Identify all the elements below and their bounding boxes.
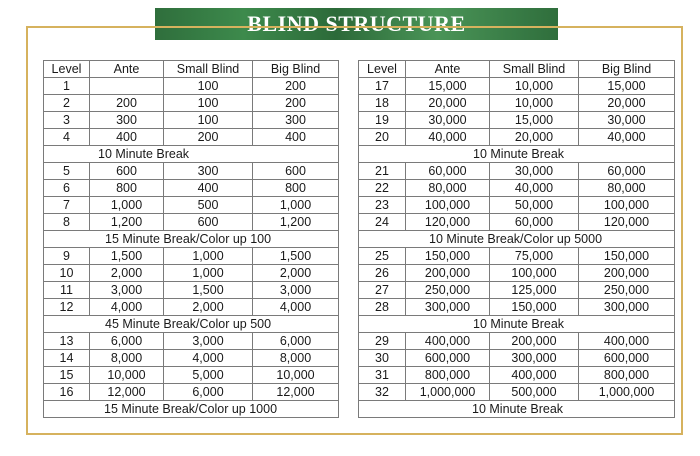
blind-cell: 5,000 xyxy=(164,367,253,384)
blind-cell: 40,000 xyxy=(579,129,675,146)
break-label: 15 Minute Break/Color up 1000 xyxy=(44,401,339,418)
blind-cell: 1,500 xyxy=(164,282,253,299)
blind-cell: 200,000 xyxy=(406,265,490,282)
level-row xyxy=(359,384,675,401)
blind-cell: 1,000 xyxy=(164,265,253,282)
blind-cell: 5 xyxy=(44,163,90,180)
blind-cell: 100,000 xyxy=(579,197,675,214)
blind-cell: 11 xyxy=(44,282,90,299)
blind-cell: 1,500 xyxy=(90,248,164,265)
break-row xyxy=(359,146,675,163)
blind-cell: 15 xyxy=(44,367,90,384)
blind-cell: 10,000 xyxy=(490,95,579,112)
level-row xyxy=(44,197,339,214)
blind-cell: 2,000 xyxy=(164,299,253,316)
blind-cell: 1,200 xyxy=(253,214,339,231)
blind-cell: 23 xyxy=(359,197,406,214)
blind-cell: 4,000 xyxy=(164,350,253,367)
blind-table-left xyxy=(43,60,339,418)
blind-cell: 150,000 xyxy=(406,248,490,265)
blind-cell: 4 xyxy=(44,129,90,146)
level-row xyxy=(44,299,339,316)
break-row xyxy=(44,401,339,418)
level-row xyxy=(359,282,675,299)
level-row xyxy=(44,214,339,231)
blind-cell: 20 xyxy=(359,129,406,146)
column-header: Big Blind xyxy=(579,61,675,78)
blind-cell: 300 xyxy=(164,163,253,180)
blind-cell: 60,000 xyxy=(579,163,675,180)
blind-cell: 8,000 xyxy=(90,350,164,367)
level-row xyxy=(44,367,339,384)
level-row xyxy=(44,163,339,180)
blind-cell: 1,000,000 xyxy=(406,384,490,401)
column-header: Ante xyxy=(90,61,164,78)
header-row xyxy=(44,61,339,78)
blind-cell: 24 xyxy=(359,214,406,231)
blind-cell: 28 xyxy=(359,299,406,316)
level-row xyxy=(359,95,675,112)
blind-cell: 1,000 xyxy=(253,197,339,214)
blind-cell: 19 xyxy=(359,112,406,129)
blind-cell: 200 xyxy=(164,129,253,146)
blind-cell: 15,000 xyxy=(490,112,579,129)
blind-cell: 300 xyxy=(90,112,164,129)
break-row xyxy=(44,231,339,248)
break-row xyxy=(359,401,675,418)
blind-cell: 26 xyxy=(359,265,406,282)
blind-cell: 12,000 xyxy=(253,384,339,401)
level-row xyxy=(44,78,339,95)
level-row xyxy=(44,282,339,299)
blind-cell: 120,000 xyxy=(579,214,675,231)
level-row xyxy=(44,112,339,129)
level-row xyxy=(44,265,339,282)
column-header: Small Blind xyxy=(490,61,579,78)
blind-cell: 400,000 xyxy=(579,333,675,350)
blind-cell: 27 xyxy=(359,282,406,299)
blind-cell: 40,000 xyxy=(490,180,579,197)
blind-cell: 600,000 xyxy=(406,350,490,367)
column-header: Level xyxy=(44,61,90,78)
break-label: 15 Minute Break/Color up 100 xyxy=(44,231,339,248)
break-row xyxy=(359,231,675,248)
blind-cell: 100 xyxy=(164,78,253,95)
blind-cell: 800,000 xyxy=(579,367,675,384)
break-row xyxy=(359,316,675,333)
blind-cell: 4,000 xyxy=(253,299,339,316)
blind-cell: 400,000 xyxy=(406,333,490,350)
blind-cell: 600 xyxy=(164,214,253,231)
blind-cell: 75,000 xyxy=(490,248,579,265)
blind-cell: 25 xyxy=(359,248,406,265)
level-row xyxy=(44,350,339,367)
column-header: Level xyxy=(359,61,406,78)
blind-cell: 600 xyxy=(253,163,339,180)
blind-cell: 20,000 xyxy=(490,129,579,146)
blind-cell: 250,000 xyxy=(406,282,490,299)
blind-cell: 80,000 xyxy=(579,180,675,197)
blind-cell: 200,000 xyxy=(579,265,675,282)
blind-cell: 400,000 xyxy=(490,367,579,384)
blind-cell: 10 xyxy=(44,265,90,282)
blind-cell: 100 xyxy=(164,95,253,112)
blind-cell: 6,000 xyxy=(90,333,164,350)
blind-cell: 18 xyxy=(359,95,406,112)
break-label: 10 Minute Break/Color up 5000 xyxy=(359,231,675,248)
blind-cell: 200,000 xyxy=(490,333,579,350)
break-label: 45 Minute Break/Color up 500 xyxy=(44,316,339,333)
blind-cell: 100 xyxy=(164,112,253,129)
page-title: BLIND STRUCTURE xyxy=(247,11,466,36)
blind-cell: 2 xyxy=(44,95,90,112)
blind-cell: 800 xyxy=(90,180,164,197)
blind-cell: 150,000 xyxy=(490,299,579,316)
break-row xyxy=(44,316,339,333)
blind-cell: 300,000 xyxy=(406,299,490,316)
blind-cell: 32 xyxy=(359,384,406,401)
break-label: 10 Minute Break xyxy=(359,401,675,418)
blind-cell: 250,000 xyxy=(579,282,675,299)
blind-cell: 16 xyxy=(44,384,90,401)
level-row xyxy=(359,248,675,265)
blind-cell: 500,000 xyxy=(490,384,579,401)
blind-cell: 500 xyxy=(164,197,253,214)
blind-cell: 50,000 xyxy=(490,197,579,214)
level-row xyxy=(359,214,675,231)
column-header: Ante xyxy=(406,61,490,78)
level-row xyxy=(44,95,339,112)
blind-cell: 8 xyxy=(44,214,90,231)
blind-cell: 60,000 xyxy=(490,214,579,231)
level-row xyxy=(44,333,339,350)
blind-cell: 17 xyxy=(359,78,406,95)
blind-cell: 10,000 xyxy=(253,367,339,384)
blind-cell: 40,000 xyxy=(406,129,490,146)
blind-cell: 8,000 xyxy=(253,350,339,367)
blind-cell: 100,000 xyxy=(406,197,490,214)
blind-cell: 22 xyxy=(359,180,406,197)
level-row xyxy=(359,78,675,95)
blind-table-right xyxy=(358,60,675,418)
blind-cell: 400 xyxy=(90,129,164,146)
blind-cell: 80,000 xyxy=(406,180,490,197)
level-row xyxy=(359,299,675,316)
column-header: Big Blind xyxy=(253,61,339,78)
blind-cell: 10,000 xyxy=(490,78,579,95)
blind-cell: 300 xyxy=(253,112,339,129)
level-row xyxy=(44,129,339,146)
level-row xyxy=(359,367,675,384)
blind-cell: 20,000 xyxy=(579,95,675,112)
level-row xyxy=(359,112,675,129)
blind-cell: 2,000 xyxy=(90,265,164,282)
blind-cell: 21 xyxy=(359,163,406,180)
level-row xyxy=(359,163,675,180)
level-row xyxy=(44,248,339,265)
break-label: 10 Minute Break xyxy=(359,146,675,163)
blind-cell: 10,000 xyxy=(90,367,164,384)
level-row xyxy=(359,265,675,282)
blind-cell: 200 xyxy=(253,95,339,112)
level-row xyxy=(359,333,675,350)
blind-cell: 300,000 xyxy=(490,350,579,367)
blind-cell: 600 xyxy=(90,163,164,180)
blind-cell: 30,000 xyxy=(406,112,490,129)
blind-cell: 2,000 xyxy=(253,265,339,282)
column-header: Small Blind xyxy=(164,61,253,78)
blind-cell: 30,000 xyxy=(579,112,675,129)
blind-cell: 6,000 xyxy=(253,333,339,350)
level-row xyxy=(359,197,675,214)
blind-cell xyxy=(90,78,164,95)
blind-cell: 20,000 xyxy=(406,95,490,112)
break-label: 10 Minute Break xyxy=(359,316,675,333)
blind-cell: 3,000 xyxy=(90,282,164,299)
break-row xyxy=(44,146,339,163)
blind-cell: 12,000 xyxy=(90,384,164,401)
blind-cell: 125,000 xyxy=(490,282,579,299)
blind-cell: 30,000 xyxy=(490,163,579,180)
level-row xyxy=(359,350,675,367)
break-label: 10 Minute Break xyxy=(44,146,339,163)
blind-cell: 800,000 xyxy=(406,367,490,384)
level-row xyxy=(359,180,675,197)
level-row xyxy=(44,180,339,197)
blind-cell: 3 xyxy=(44,112,90,129)
blind-cell: 1,000 xyxy=(164,248,253,265)
blind-cell: 200 xyxy=(90,95,164,112)
blind-cell: 400 xyxy=(164,180,253,197)
blind-cell: 1 xyxy=(44,78,90,95)
blind-cell: 15,000 xyxy=(406,78,490,95)
blind-cell: 13 xyxy=(44,333,90,350)
blind-cell: 29 xyxy=(359,333,406,350)
blind-cell: 6,000 xyxy=(164,384,253,401)
blind-cell: 1,500 xyxy=(253,248,339,265)
blind-cell: 800 xyxy=(253,180,339,197)
blind-cell: 1,000,000 xyxy=(579,384,675,401)
blind-cell: 1,200 xyxy=(90,214,164,231)
blind-cell: 60,000 xyxy=(406,163,490,180)
blind-cell: 3,000 xyxy=(164,333,253,350)
blind-cell: 12 xyxy=(44,299,90,316)
blind-cell: 150,000 xyxy=(579,248,675,265)
blind-cell: 4,000 xyxy=(90,299,164,316)
level-row xyxy=(359,129,675,146)
blind-cell: 9 xyxy=(44,248,90,265)
blind-cell: 1,000 xyxy=(90,197,164,214)
blind-cell: 3,000 xyxy=(253,282,339,299)
blind-cell: 14 xyxy=(44,350,90,367)
level-row xyxy=(44,384,339,401)
blind-cell: 31 xyxy=(359,367,406,384)
blind-cell: 100,000 xyxy=(490,265,579,282)
blind-cell: 600,000 xyxy=(579,350,675,367)
blind-cell: 400 xyxy=(253,129,339,146)
blind-cell: 30 xyxy=(359,350,406,367)
blind-cell: 6 xyxy=(44,180,90,197)
blind-cell: 15,000 xyxy=(579,78,675,95)
blind-cell: 120,000 xyxy=(406,214,490,231)
blind-cell: 200 xyxy=(253,78,339,95)
blind-cell: 300,000 xyxy=(579,299,675,316)
blind-cell: 7 xyxy=(44,197,90,214)
header-row xyxy=(359,61,675,78)
